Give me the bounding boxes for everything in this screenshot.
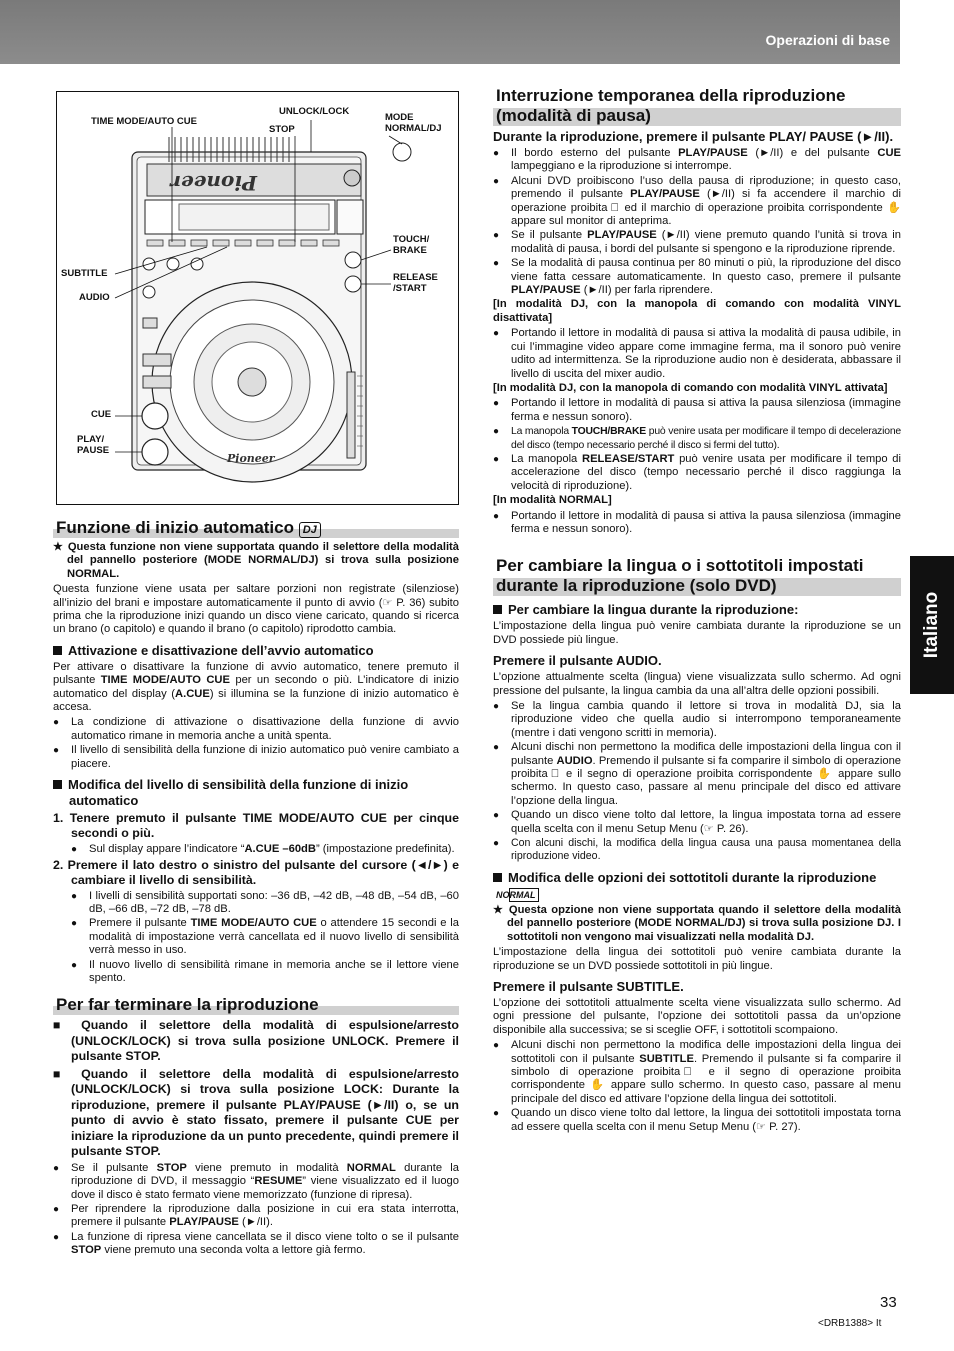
- label-play-pause: PLAY/ PAUSE: [77, 434, 110, 456]
- svg-text:Pioneer: Pioneer: [227, 452, 275, 465]
- bullet-list: [493, 700, 901, 864]
- list-item: ● Quando un disco viene tolto dal lettore, la lingua impostata torna ad essere quella scelta con il menu Setup Menu (☞ P. 26).: [493, 809, 901, 836]
- list-item: ● I livelli di sensibilità supportati sono: –36 dB, –42 dB, –48 dB, –54 dB, –60 dB, –66 dB, –72 dB, –78 dB.: [71, 890, 459, 917]
- label-touch-brake: TOUCH/ BRAKE: [393, 234, 430, 256]
- subsection-heading: Modifica del livello di sensibilità della funzione di inizio automatico: [53, 777, 459, 809]
- label-cue: CUE: [91, 409, 112, 420]
- section-auto-cue-title: Funzione di inizio automatico DJ: [53, 518, 459, 538]
- page-number: 33: [880, 1294, 897, 1311]
- label-subtitle: SUBTITLE: [61, 268, 108, 279]
- list-item: ● Alcuni dischi non permettono la modifica delle impostazioni della lingua con il pulsante AUDIO. Premendo il pulsante si fa comparire il simbolo di operazione proibita ⃠ e il segno di operazione proibita corrispondente ✋ appare sullo schermo. In questo caso, passare al menu principale del disco ed attivare l’opzione della lingua.: [493, 741, 901, 808]
- list-item: ● Se la modalità di pausa continua per 80 minuti o più, la riproduzione del disco viene fatta cessare automaticamente. In questo caso, premere il pulsante PLAY/PAUSE (►/II) per farla riprendere.: [493, 257, 901, 297]
- list-item: ● Con alcuni dischi, la modifica della lingua causa una pausa momentanea della riproduzione video.: [493, 837, 901, 864]
- paragraph: L’opzione attualmente scelta (lingua) viene visualizzata sullo schermo. Ad ogni pressione del pulsante, la lingua cambia da una all’altra delle opzioni possibili.: [493, 671, 901, 697]
- paragraph: Per attivare o disattivare la funzione di avvio automatico, tenere premuto il pulsante TIME MODE/AUTO CUE per un secondo o più. L’indicatore di inizio automatico del display (A.CUE) si illumina se la funzione di inizio automatico è accesa.: [53, 660, 459, 714]
- subsection-heading: Attivazione e disattivazione dell’avvio automatico: [53, 643, 459, 659]
- bullet-list: [71, 890, 459, 986]
- bullet-list: [493, 1039, 901, 1134]
- paragraph: Questa funzione viene usata per saltare porzioni non registrate (silenziose) all’inizio del brani e impostare automaticamente il punto di avvio (☞ P. 36) subito prima che la riproduzione inizi quando un disco viene caricato, quando si ricerca un brano (o capitolo) e quando il brano (o capitolo) riprodotto cambia.: [53, 583, 459, 636]
- bullet-list: [493, 147, 901, 297]
- paragraph: L’impostazione della lingua può venire cambiata durante la riproduzione se un DVD possiede più lingue.: [493, 620, 901, 646]
- player-figure: [56, 91, 459, 505]
- section-language-title: Per cambiare la lingua o i sottotitoli impostati durante la riproduzione (solo DVD): [493, 556, 901, 596]
- language-tab-label: Italiano: [921, 591, 942, 659]
- stop-item-2: ■ Quando il selettore della modalità di espulsione/arresto (UNLOCK/LOCK) si trova sulla posizione LOCK: Durante la riproduzione, premere il pulsante PLAY/PAUSE (►/II) o, se un punto di avvio è stato fissato, premere il pulsante CUE per iniziare la riproduzione da un punto precedente, quindi premere il pulsante STOP.: [53, 1066, 459, 1159]
- list-item: ● Alcuni dischi non permettono la modifica delle impostazioni della lingua dei sottotitoli con il pulsante SUBTITLE. Premendo il pulsante si fa comparire il simbolo di operazione proibita ⃠ e il segno di operazione proibita corrispondente ✋ appare sullo schermo. In questo caso, passare al menu principale del disco ed attivare l’opzione della lingua dei sottotitoli.: [493, 1039, 901, 1106]
- paragraph: L’impostazione della lingua dei sottotitoli può venire cambiata durante la riproduzione se un DVD possiede sottotitoli in più lingue.: [493, 946, 901, 972]
- list-item: ● Quando un disco viene tolto dal lettore, la lingua dei sottotitoli impostata torna ad essere quella scelta con il menu Setup Menu (☞ P. 27).: [493, 1107, 901, 1134]
- label-release-start: RELEASE /START: [393, 272, 438, 294]
- audio-instruction: Premere il pulsante AUDIO.: [493, 653, 662, 669]
- player-illustration: [57, 92, 458, 504]
- language-tab: [910, 556, 954, 694]
- document-code: <DRB1388> It: [818, 1318, 882, 1329]
- left-column: [53, 518, 459, 1259]
- bullet-list: [493, 327, 901, 381]
- list-item: ● Se la lingua cambia quando il lettore si trova in modalità DJ, sia la riproduzione video che quella audio si interrompono temporaneamente (mentre i dati vengono scritti in memoria).: [493, 700, 901, 740]
- list-item: ● La funzione di ripresa viene cancellata se il disco viene tolto o se il pulsante STOP viene premuto una seconda volta a lettore già fermo.: [53, 1231, 459, 1258]
- square-icon: [493, 873, 502, 882]
- label-stop: STOP: [269, 124, 295, 135]
- subtitle-instruction: Premere il pulsante SUBTITLE.: [493, 978, 684, 994]
- note-star: ★ Questa funzione non viene supportata quando il selettore della modalità del pannello posteriore (MODE NORMAL/DJ) si trova sulla posizione NORMAL.: [53, 541, 460, 580]
- section-pause-title: Interruzione temporanea della riproduzione (modalità di pausa): [493, 86, 901, 126]
- list-item: ● Portando il lettore in modalità di pausa si attiva la pausa silenziosa (immagine ferma e nessun sonoro).: [493, 510, 901, 537]
- right-column: [493, 86, 901, 1135]
- list-item: ● Portando il lettore in modalità di pausa si attiva la modalità di pausa udibile, in cui l’immagine video appare come immagine ferma, ma il sonoro può venire udito ad intermittenza. Se la riproduzione audio non è desiderata, abbassare il livello di uscita del mixer audio.: [493, 327, 901, 381]
- square-icon: [53, 780, 62, 789]
- subsection-heading: Per cambiare la lingua durante la riproduzione:: [493, 602, 901, 618]
- mode-heading: [In modalità NORMAL]: [493, 494, 612, 507]
- subsection-heading: Modifica delle opzioni dei sottotitoli durante la riproduzione NORMAL: [493, 870, 901, 902]
- list-item: ● La manopola TOUCH/BRAKE può venire usata per modificare il tempo di decelerazione del disco (tempo necessario perché il disco si fermi del tutto).: [493, 425, 901, 452]
- list-item: ● Portando il lettore in modalità di pausa si attiva la pausa silenziosa (immagine ferma e nessun sonoro).: [493, 397, 901, 424]
- step-2: 2. Premere il lato destro o sinistro del pulsante del cursore (◄/►) e cambiare il livello di sensibilità.: [53, 857, 459, 887]
- list-item: ● Il bordo esterno del pulsante PLAY/PAUSE (►/II) e del pulsante CUE lampeggiano e la riproduzione si interrompe.: [493, 147, 901, 174]
- label-audio: AUDIO: [79, 292, 110, 303]
- list-item: ● Premere il pulsante TIME MODE/AUTO CUE o attendere 15 secondi e la modalità di impostazione verrà cancellata ed il nuovo livello di sensibilità verrà messo in uso.: [71, 917, 459, 957]
- list-item: ● Per riprendere la riproduzione dalla posizione in cui era stata interrotta, premere il pulsante PLAY/PAUSE (►/II).: [53, 1203, 459, 1230]
- list-item: ● Alcuni DVD proibiscono l’uso della pausa di riproduzione; in questo caso, premendo il pulsante PLAY/PAUSE (►/II) si fa accendere il marchio di operazione proibita ⃠ ed il marchio di operazione proibita corrispondente ✋ appare sul monitor di anteprima.: [493, 175, 901, 229]
- section-title: Operazioni di base: [765, 32, 890, 48]
- normal-mode-icon: NORMAL: [509, 888, 539, 902]
- list-item: ● Se il pulsante PLAY/PAUSE (►/II) viene premuto quando l’unità si trova in modalità di pausa, i bordi del pulsante si spengono e la riproduzione riprende.: [493, 229, 901, 256]
- list-item: ● Il nuovo livello di sensibilità rimane in memoria anche se il lettore viene spento.: [71, 959, 459, 986]
- bullet-list: [493, 397, 901, 493]
- dj-mode-icon: DJ: [299, 522, 321, 538]
- bullet-list: [53, 1162, 459, 1258]
- square-icon: [53, 646, 62, 655]
- note-star: ★ Questa opzione non viene supportata quando il selettore della modalità del pannello posteriore (MODE NORMAL/DJ) si trova sulla posizione DJ. I sottotitoli non vengono mai visualizzati nella modalità DJ.: [493, 903, 901, 943]
- stop-item-1: ■ Quando il selettore della modalità di espulsione/arresto (UNLOCK/LOCK) si trova sulla posizione UNLOCK. Premere il pulsante STOP.: [53, 1018, 459, 1064]
- label-time-mode: TIME MODE/AUTO CUE: [91, 116, 197, 127]
- header-band: [0, 0, 900, 64]
- bullet-list: [71, 843, 459, 856]
- square-icon: [493, 605, 502, 614]
- list-item: ● La manopola RELEASE/START può venire usata per modificare il tempo di accelerazione del disco (tempo necessario perché il disco raggiunga la velocità di riproduzione).: [493, 453, 901, 493]
- section-stop-title: Per far terminare la riproduzione: [53, 995, 459, 1015]
- label-unlock-lock: UNLOCK/LOCK: [279, 106, 350, 117]
- label-mode: MODE NORMAL/DJ: [385, 112, 442, 134]
- list-item: ● Se il pulsante STOP viene premuto in modalità NORMAL durante la riproduzione di DVD, il messaggio “RESUME” viene visualizzato ed il luogo dove il disco è stato fermato viene memorizzato (funzione di ripresa).: [53, 1162, 459, 1202]
- step-1: 1. Tenere premuto il pulsante TIME MODE/AUTO CUE per cinque secondi o più.: [53, 811, 459, 841]
- svg-text:Pioneer: Pioneer: [170, 171, 257, 195]
- list-item: ● La condizione di attivazione o disattivazione della funzione di avvio automatico rimane in memoria anche a unità spenta.: [53, 716, 459, 743]
- paragraph: L’opzione dei sottotitoli attualmente scelta viene visualizzata sullo schermo. Ad ogni pressione del pulsante, l’opzione dei sottotitoli passa da un’opzione disponibile alla successiva; se si sceglie OFF, i sottotitoli scompaiono.: [493, 996, 901, 1036]
- bullet-list: [53, 716, 459, 771]
- mode-heading: [In modalità DJ, con la manopola di comando con modalità VINYL attivata]: [493, 381, 888, 394]
- list-item: ● Sul display appare l’indicatore “A.CUE –60dB” (impostazione predefinita).: [71, 843, 459, 856]
- mode-heading: [In modalità DJ, con la manopola di comando con modalità VINYL disattivata]: [493, 298, 901, 324]
- bullet-list: [493, 510, 901, 537]
- pause-instruction: Durante la riproduzione, premere il pulsante PLAY/ PAUSE (►/II).: [493, 129, 894, 144]
- list-item: ● Il livello di sensibilità della funzione di inizio automatico può venire cambiato a piacere.: [53, 744, 459, 771]
